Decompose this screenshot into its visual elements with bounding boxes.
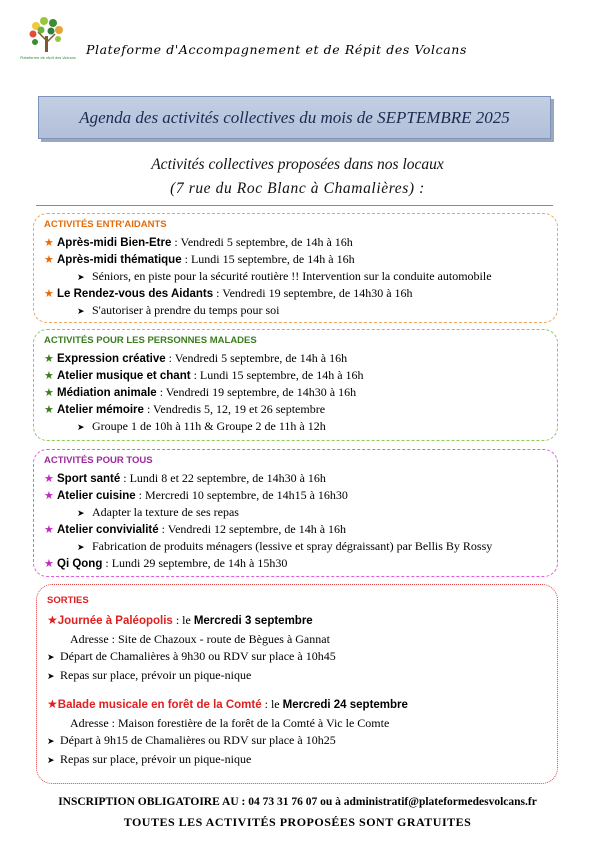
- logo: [20, 12, 76, 68]
- star-icon: ★: [47, 697, 58, 711]
- list-item: ★ Atelier musique et chant : Lundi 15 septembre, de 14h à 16h: [44, 367, 547, 384]
- section-heading: ACTIVITÉS POUR LES PERSONNES MALADES: [44, 335, 257, 346]
- list-item: ★ Le Rendez-vous des Aidants : Vendredi 19 septembre, de 14h30 à 16h: [44, 285, 547, 302]
- section-aidants: [33, 213, 558, 323]
- arrow-right-icon: ➤: [77, 508, 85, 519]
- subtitle-line-2: (7 rue du Roc Blanc à Chamalières) :: [170, 180, 425, 197]
- outing-address: Adresse : Maison forestière de la forêt de la Comté à Vic le Comte: [70, 715, 390, 730]
- outing-step: ➤ Départ à 9h15 de Chamalières ou RDV sur place à 10h25: [47, 732, 549, 751]
- star-icon: ★: [44, 387, 54, 400]
- section-tous: [33, 449, 558, 577]
- arrow-right-icon: ➤: [77, 422, 85, 433]
- list-item: ★ Atelier mémoire : Vendredis 5, 12, 19 et 26 septembre: [44, 401, 547, 418]
- free-activities-notice: TOUTES LES ACTIVITÉS PROPOSÉES SONT GRATUITES: [123, 815, 472, 829]
- list-item-note: ➤ S'autoriser à prendre du temps pour soi: [44, 302, 547, 319]
- star-icon: ★: [44, 490, 54, 503]
- arrow-right-icon: ➤: [77, 542, 85, 553]
- arrow-right-icon: ➤: [77, 272, 85, 283]
- list-item: ★ Expression créative : Vendredi 5 septembre, de 14h à 16h: [44, 350, 547, 367]
- outing-step: ➤ Départ de Chamalières à 9h30 ou RDV sur place à 10h45: [47, 648, 549, 667]
- list-item: ★ Après-midi Bien-Etre : Vendredi 5 septembre, de 14h à 16h: [44, 234, 547, 251]
- arrow-right-icon: ➤: [47, 670, 55, 681]
- arrow-right-icon: ➤: [47, 736, 55, 746]
- organization-name: Plateforme d'Accompagnement et de Répit des Volcans: [86, 42, 467, 57]
- star-icon: ★: [44, 254, 54, 267]
- list-item: ★ Qi Qong : Lundi 29 septembre, de 14h à 15h30: [44, 555, 547, 572]
- list-item: ★ Médiation animale : Vendredi 19 septembre, de 14h30 à 16h: [44, 384, 547, 401]
- outing-title: ★Balade musicale en forêt de la Comté : le Mercredi 24 septembre: [47, 697, 408, 711]
- section-malades: [33, 329, 558, 441]
- section-sorties: [36, 584, 558, 784]
- star-icon: ★: [44, 558, 54, 571]
- star-icon: ★: [44, 237, 54, 249]
- inscription-notice: INSCRIPTION OBLIGATOIRE AU : 04 73 31 76 07 ou à administratif@plateformedesvolcans.fr: [58, 796, 537, 808]
- list-item: ★ Sport santé : Lundi 8 et 22 septembre, de 14h30 à 16h: [44, 470, 547, 487]
- list-item: ★ Atelier convivialité : Vendredi 12 septembre, de 14h à 16h: [44, 521, 547, 538]
- outing-title: ★Journée à Paléopolis : le Mercredi 3 septembre: [47, 613, 313, 627]
- star-icon: ★: [44, 353, 54, 365]
- list-item-note: ➤ Groupe 1 de 10h à 11h & Groupe 2 de 11h à 12h: [44, 418, 547, 435]
- separator-line: [36, 205, 553, 206]
- subtitle-line-1: Activités collectives proposées dans nos locaux: [151, 156, 444, 173]
- agenda-title-box: [38, 96, 551, 139]
- list-item: ★ Atelier cuisine : Mercredi 10 septembre, de 14h15 à 16h30: [44, 487, 547, 504]
- logo-caption: Plateforme de répit des Volcans: [20, 56, 76, 60]
- arrow-right-icon: ➤: [47, 754, 55, 765]
- arrow-right-icon: ➤: [77, 306, 85, 317]
- star-icon: ★: [47, 613, 58, 627]
- outing-address: Adresse : Site de Chazoux - route de Bègues à Gannat: [70, 631, 330, 646]
- section-heading: SORTIES: [47, 595, 89, 606]
- agenda-title: Agenda des activités collectives du mois de SEPTEMBRE 2025: [79, 107, 510, 127]
- star-icon: ★: [44, 404, 54, 417]
- outing-step: ➤ Repas sur place, prévoir un pique-nique: [47, 667, 549, 686]
- outing-step: ➤ Repas sur place, prévoir un pique-nique: [47, 751, 549, 770]
- star-icon: ★: [44, 288, 54, 301]
- section-heading: ACTIVITÉS ENTR'AIDANTS: [44, 219, 167, 230]
- section-heading: ACTIVITÉS POUR TOUS: [44, 455, 153, 466]
- star-icon: ★: [44, 370, 54, 383]
- list-item-note: ➤ Séniors, en piste pour la sécurité routière !! Intervention sur la conduite automobile: [44, 268, 547, 285]
- list-item-note: ➤ Adapter la texture de ses repas: [44, 504, 547, 521]
- list-item-note: ➤ Fabrication de produits ménagers (lessive et spray dégraissant) par Bellis By Rossy: [44, 538, 547, 555]
- list-item: ★ Après-midi thématique : Lundi 15 septembre, de 14h à 16h: [44, 251, 547, 268]
- star-icon: ★: [44, 524, 54, 537]
- arrow-right-icon: ➤: [47, 652, 55, 662]
- star-icon: ★: [44, 473, 54, 485]
